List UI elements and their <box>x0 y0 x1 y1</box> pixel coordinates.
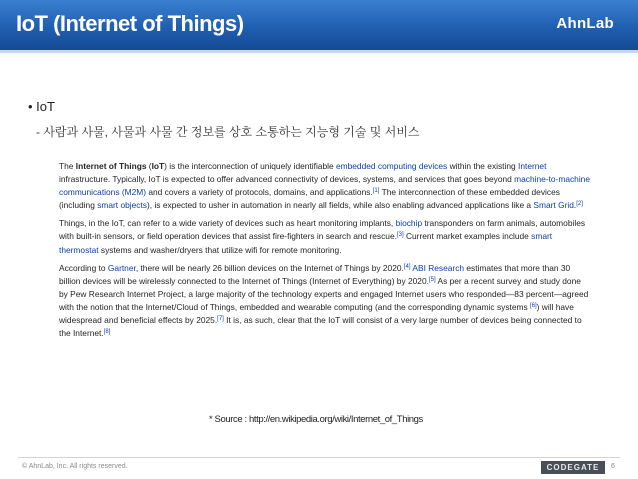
wiki-link[interactable]: embedded computing devices <box>335 161 448 171</box>
copyright-text: © AhnLab, Inc. All rights reserved. <box>22 463 128 470</box>
ahnlab-logo: AhnLab <box>556 15 614 32</box>
quote-text: According to <box>59 262 108 273</box>
quote-paragraph-3 <box>59 262 591 341</box>
wiki-link[interactable]: Internet <box>518 161 547 171</box>
wiki-link[interactable]: smart objects <box>97 200 147 211</box>
bold-term: IoT <box>151 161 165 171</box>
bold-term: Internet of Things <box>75 161 147 171</box>
quote-text: estimates that more than 30 billion devices will be wirelessly connected to the Internet of Things (Internet of Everything) by 2020. <box>59 262 571 286</box>
citation-ref[interactable]: [1] <box>372 188 380 195</box>
quote-text: As per a recent survey and study done by Pew Research Internet Project, a large majority of the technology experts and engaged Internet users who responded—83 percent—agreed with the notion that the Internet/Cloud of Things, embedded and wearable computing (and the corresponding dynamic systems <box>59 275 589 312</box>
citation-ref[interactable]: [5] <box>428 276 436 283</box>
quote-paragraph-1 <box>59 160 591 212</box>
header-bar <box>0 0 638 50</box>
source-citation: * Source : http://en.wikipedia.org/wiki/Internet_of_Things <box>209 414 423 425</box>
quote-text: infrastructure. Typically, IoT is expected to offer advanced connectivity of devices, systems, and services that goes beyond <box>59 174 515 185</box>
sub-bullet: - 사람과 사물, 사물과 사물 간 정보를 상호 소통하는 지능형 기술 및 서비스 <box>36 125 420 139</box>
citation-ref[interactable]: [8] <box>103 329 111 336</box>
codegate-logo: CODEGATE <box>541 461 605 474</box>
quote-text: . <box>573 200 577 211</box>
quote-text: transponders on farm animals, automobiles with built-in sensors, or field operation devices that assist fire-fighters in search and rescue. <box>59 218 586 242</box>
quote-text: The <box>59 161 76 171</box>
quote-text: ) will have widespread and beneficial effects by 2025. <box>59 301 574 326</box>
wiki-link[interactable]: biochip <box>395 218 423 229</box>
quote-text: It is, as such, clear that the IoT will consist of a very large number of devices being connected to the Internet. <box>59 315 582 339</box>
header-divider <box>0 50 638 53</box>
quote-paragraph-2 <box>59 217 591 256</box>
slide-title: IoT (Internet of Things) <box>16 11 244 36</box>
quote-text: Things, in the IoT, can refer to a wide variety of devices such as heart monitoring implants, <box>59 218 396 229</box>
wiki-link[interactable]: machine-to-machine communications (M2M) <box>59 174 590 198</box>
wiki-link[interactable]: ABI Research <box>412 262 465 273</box>
citation-ref[interactable]: [6] <box>530 302 537 309</box>
wiki-link[interactable]: Smart Grid <box>533 200 574 211</box>
wikipedia-quote <box>59 160 591 345</box>
citation-ref[interactable]: [3] <box>396 232 404 239</box>
quote-text: and covers a variety of protocols, domains, and applications. <box>146 187 373 198</box>
footer-divider <box>18 457 620 458</box>
quote-text: ) is the interconnection of uniquely identifiable <box>164 161 336 171</box>
citation-ref[interactable]: [2] <box>576 201 583 208</box>
citation-ref[interactable]: [7] <box>217 316 224 323</box>
wiki-link[interactable]: smart thermostat <box>59 231 553 255</box>
page-number: 6 <box>611 463 615 470</box>
quote-text: systems and washer/dryers that utilize wifi for remote monitoring. <box>98 244 342 255</box>
quote-text: The interconnection of these embedded devices (including <box>59 187 560 211</box>
citation-ref[interactable]: [4] <box>403 263 411 270</box>
quote-text: , there will be nearly 26 billion devices on the Internet of Things by 2020. <box>135 262 404 273</box>
wiki-link[interactable]: Gartner <box>107 262 136 273</box>
quote-text: Current market examples include <box>403 231 532 242</box>
quote-text: within the existing <box>447 161 519 171</box>
quote-text: ( <box>146 161 152 171</box>
quote-text: ), is expected to usher in automation in nearly all fields, while also enabling advanced applications like a <box>147 200 534 211</box>
bullet-heading: • IoT <box>28 99 55 114</box>
